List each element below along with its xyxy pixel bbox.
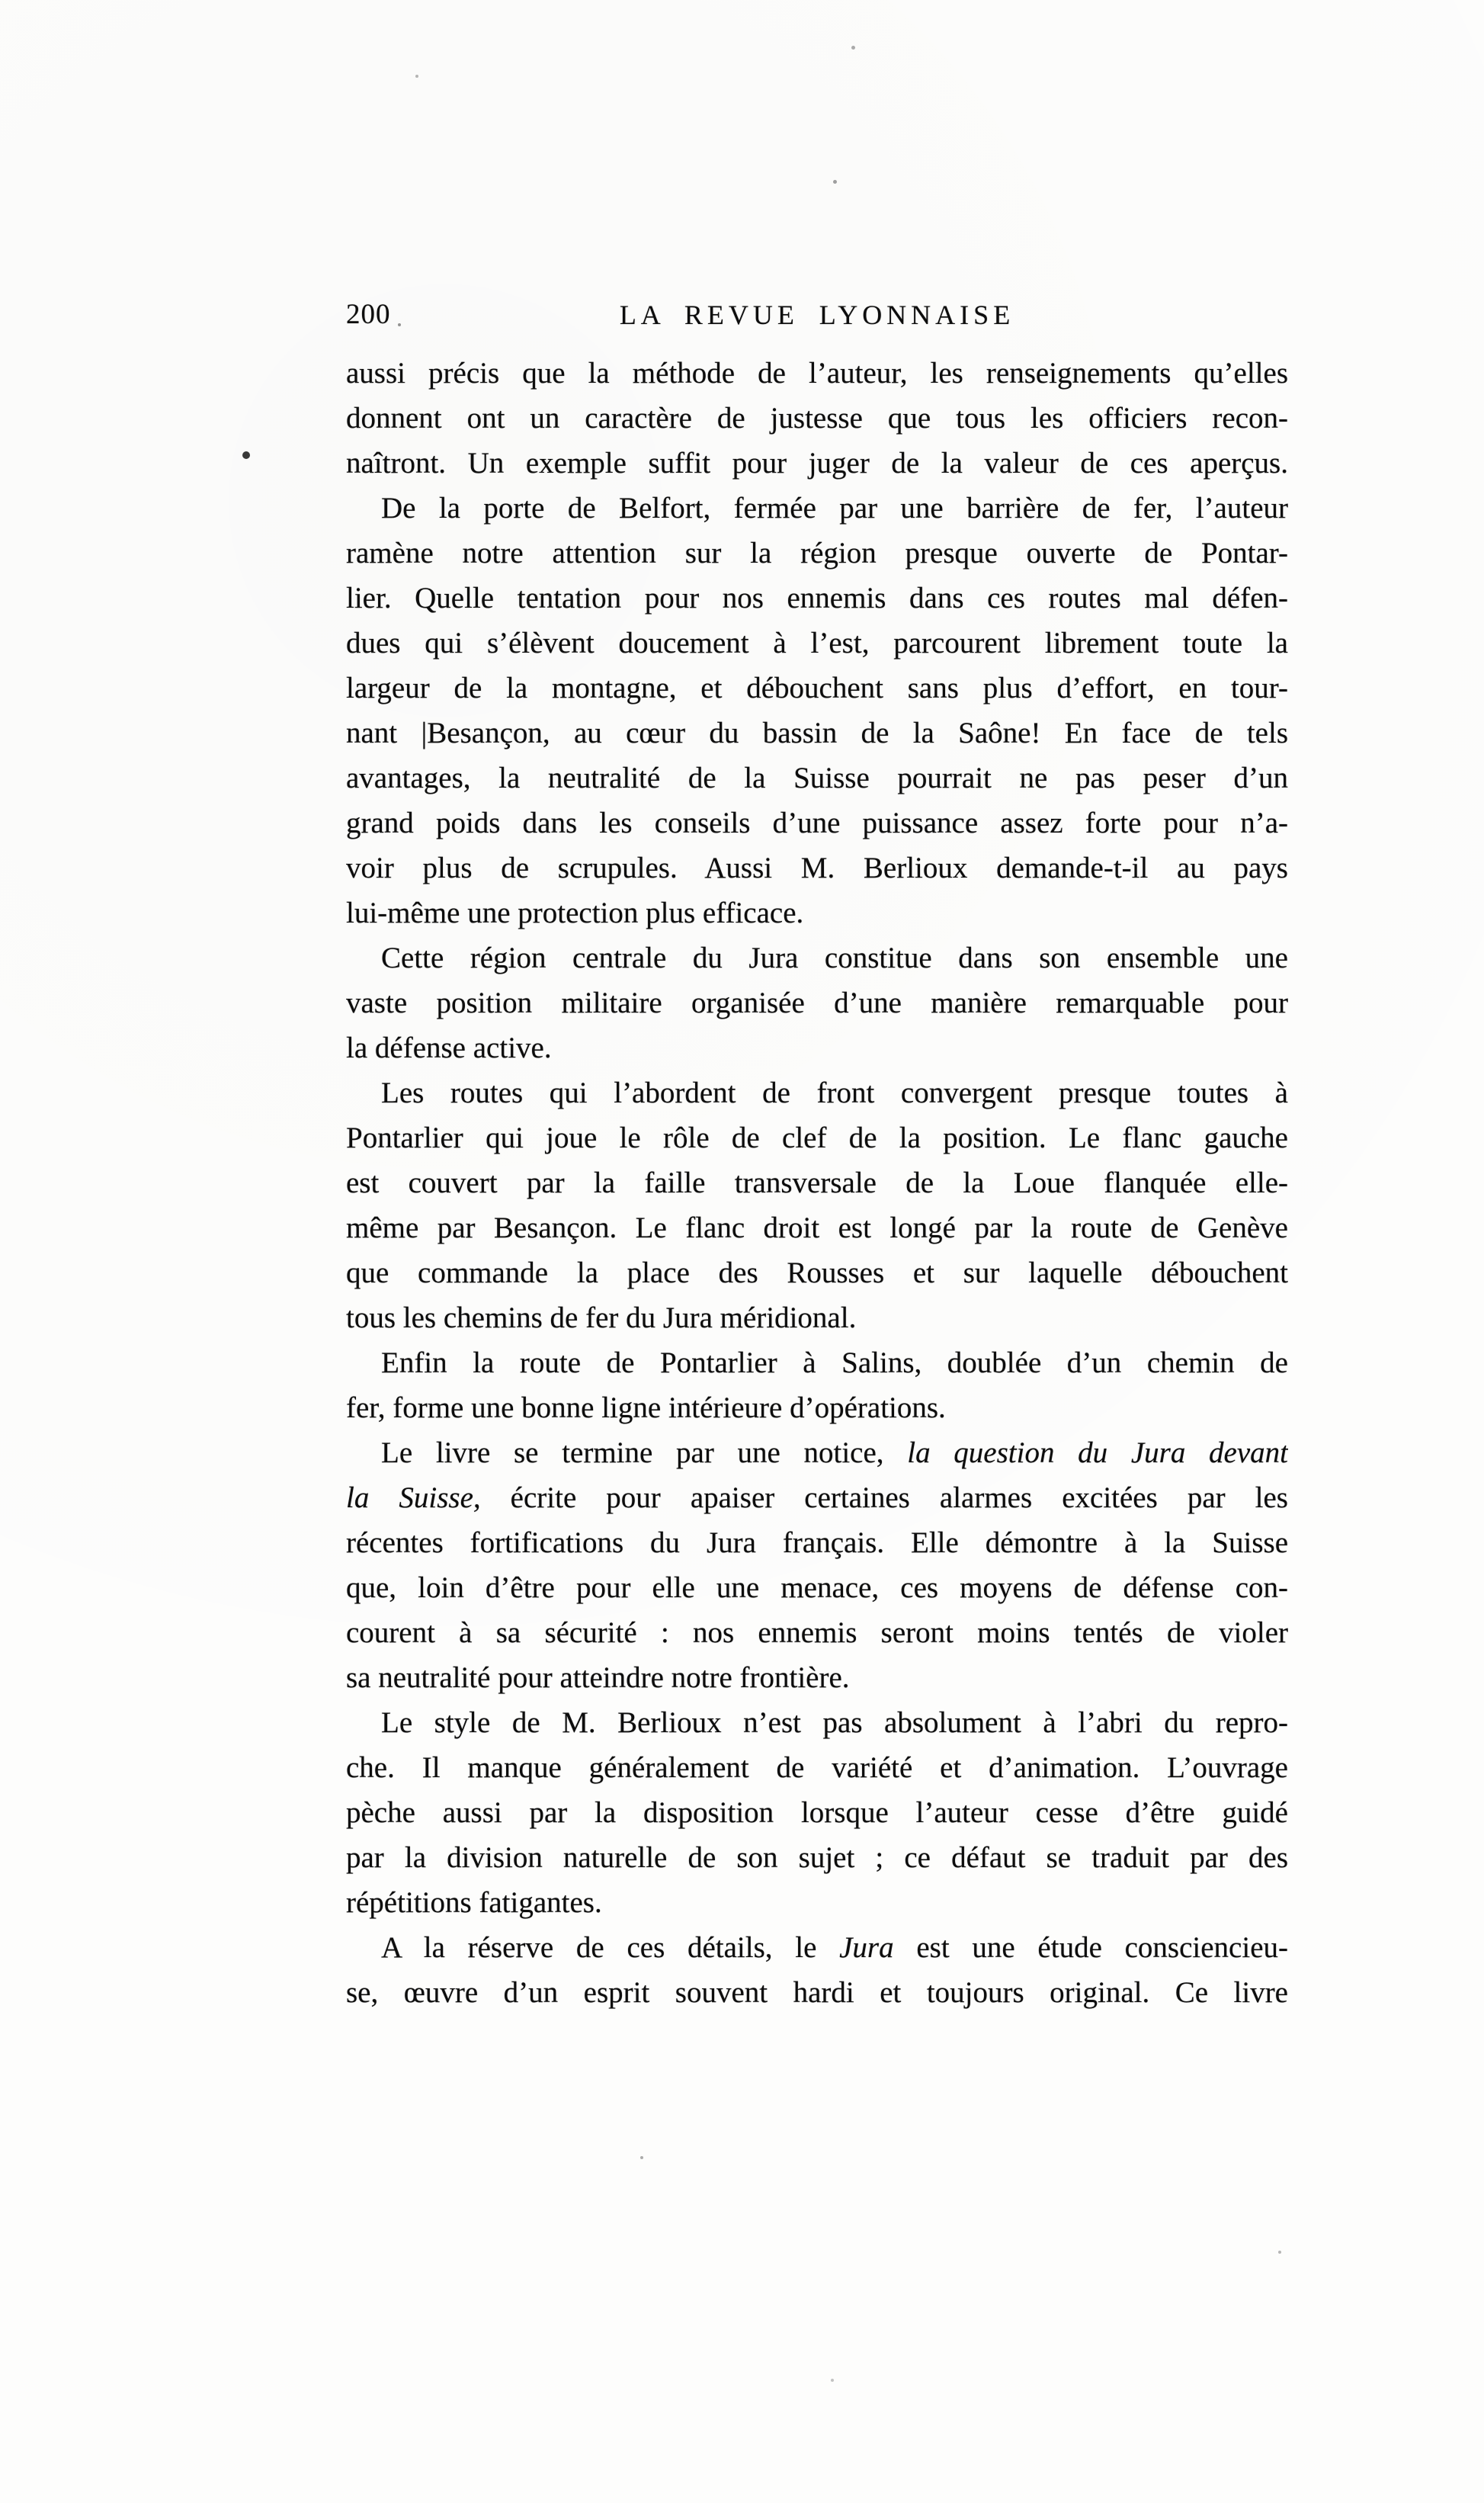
- text-segment: Les routes qui l’abordent de front convergent presque toutes à: [381, 1077, 1288, 1109]
- text-line: [346, 621, 1288, 666]
- paragraph: [346, 935, 1288, 1070]
- page-header: [346, 296, 1288, 334]
- page-number: 200: [346, 299, 391, 330]
- text-line: [346, 1610, 1288, 1655]
- text-line: [346, 1430, 1288, 1475]
- text-segment: ramène notre attention sur la région presque ouverte de Pontar-: [346, 537, 1288, 570]
- journal-title: LA REVUE LYONNAISE: [619, 300, 1015, 330]
- scan-speck: [398, 323, 401, 326]
- text-segment: Cette région centrale du Jura constitue dans son ensemble une: [381, 942, 1288, 974]
- text-line: [346, 486, 1288, 531]
- scan-speck: [415, 75, 418, 78]
- text-segment: tous les chemins de fer du Jura méridional.: [346, 1301, 857, 1334]
- text-line: [346, 1880, 1288, 1925]
- text-line: [346, 1340, 1288, 1385]
- text-line: [346, 1160, 1288, 1205]
- paragraph: [346, 351, 1288, 486]
- text-segment: se, œuvre d’un esprit souvent hardi et toujours original. Ce livre: [346, 1976, 1288, 2009]
- text-line: [346, 1790, 1288, 1835]
- text-line: [346, 666, 1288, 711]
- text-line: [346, 1565, 1288, 1610]
- text-segment: Pontarlier qui joue le rôle de clef de la position. Le flanc gauche: [346, 1122, 1288, 1154]
- text-line: [346, 980, 1288, 1025]
- text-segment: Le style de M. Berlioux n’est pas absolument à l’abri du repro-: [381, 1706, 1288, 1739]
- text-segment: aussi précis que la méthode de l’auteur, les renseignements qu’elles: [346, 357, 1288, 390]
- text-segment: est une étude consciencieu-: [893, 1931, 1288, 1964]
- text-segment: grand poids dans les conseils d’une puissance assez forte pour n’a-: [346, 807, 1288, 839]
- text-line: [346, 1925, 1288, 1970]
- scan-speck: [242, 451, 250, 459]
- text-segment: par la division naturelle de son sujet ; ce défaut se traduit par des: [346, 1841, 1288, 1874]
- text-line: [346, 1835, 1288, 1880]
- text-line: [346, 1700, 1288, 1745]
- text-line: [346, 890, 1288, 935]
- text-line: [346, 531, 1288, 576]
- text-line: [346, 1250, 1288, 1295]
- text-segment: est couvert par la faille transversale de la Loue flanquée elle-: [346, 1166, 1288, 1199]
- text-segment: donnent ont un caractère de justesse que tous les officiers recon-: [346, 402, 1288, 435]
- paragraph: [346, 1925, 1288, 2015]
- text-line: [346, 756, 1288, 801]
- page-content: [346, 296, 1288, 2015]
- text-segment: écrite pour apaiser certaines alarmes excitées par les: [480, 1481, 1288, 1514]
- text-line: [346, 711, 1288, 756]
- text-segment: Enfin la route de Pontarlier à Salins, doublée d’un chemin de: [381, 1346, 1288, 1379]
- text-line: [346, 1070, 1288, 1115]
- text-segment: que, loin d’être pour elle une menace, ces moyens de défense con-: [346, 1571, 1288, 1604]
- text-line: [346, 935, 1288, 980]
- text-line: [346, 1205, 1288, 1250]
- text-line: [346, 576, 1288, 621]
- text-segment: répétitions fatigantes.: [346, 1886, 602, 1919]
- paragraph: [346, 1070, 1288, 1340]
- text-segment: che. Il manque généralement de variété et d’animation. L’ouvrage: [346, 1751, 1288, 1784]
- scan-speck: [851, 46, 855, 50]
- text-segment: naîtront. Un exemple suffit pour juger de la valeur de ces aperçus.: [346, 447, 1288, 480]
- scan-speck: [1278, 2251, 1281, 2254]
- text-segment: lui-même une protection plus efficace.: [346, 897, 804, 929]
- text-segment: nant |Besançon, au cœur du bassin de la Saône! En face de tels: [346, 717, 1288, 749]
- italic-text-segment: la Suisse,: [346, 1481, 481, 1514]
- italic-text-segment: la question du Jura devant: [907, 1436, 1288, 1469]
- text-segment: A la réserve de ces détails, le: [381, 1931, 840, 1964]
- text-line: [346, 801, 1288, 846]
- text-line: [346, 351, 1288, 396]
- text-line: [346, 1295, 1288, 1340]
- text-segment: largeur de la montagne, et débouchent sans plus d’effort, en tour-: [346, 672, 1288, 704]
- text-line: [346, 1115, 1288, 1160]
- text-segment: la défense active.: [346, 1032, 552, 1064]
- text-line: [346, 1655, 1288, 1700]
- text-block: [346, 351, 1288, 2015]
- text-line: [346, 846, 1288, 890]
- text-line: [346, 1025, 1288, 1070]
- text-segment: voir plus de scrupules. Aussi M. Berlioux demande-t-il au pays: [346, 852, 1288, 884]
- text-segment: vaste position militaire organisée d’une manière remarquable pour: [346, 987, 1288, 1019]
- scan-speck: [640, 2156, 643, 2159]
- paragraph: [346, 486, 1288, 935]
- text-segment: Le livre se termine par une notice,: [381, 1436, 908, 1469]
- text-segment: récentes fortifications du Jura français. Elle démontre à la Suisse: [346, 1526, 1288, 1559]
- italic-text-segment: Jura: [839, 1931, 894, 1964]
- text-segment: dues qui s’élèvent doucement à l’est, parcourent librement toute la: [346, 627, 1288, 659]
- scan-speck: [831, 2379, 834, 2382]
- text-segment: courent à sa sécurité : nos ennemis seront moins tentés de violer: [346, 1616, 1288, 1649]
- paragraph: [346, 1700, 1288, 1925]
- text-segment: sa neutralité pour atteindre notre frontière.: [346, 1661, 850, 1694]
- text-segment: avantages, la neutralité de la Suisse pourrait ne pas peser d’un: [346, 762, 1288, 794]
- text-segment: lier. Quelle tentation pour nos ennemis dans ces routes mal défen-: [346, 582, 1288, 615]
- text-segment: même par Besançon. Le flanc droit est longé par la route de Genève: [346, 1211, 1288, 1244]
- text-line: [346, 1520, 1288, 1565]
- text-segment: fer, forme une bonne ligne intérieure d’opérations.: [346, 1391, 946, 1424]
- text-line: [346, 441, 1288, 486]
- text-line: [346, 1475, 1288, 1520]
- text-line: [346, 396, 1288, 441]
- scan-speck: [833, 180, 837, 184]
- text-line: [346, 1970, 1288, 2015]
- paragraph: [346, 1340, 1288, 1430]
- text-segment: que commande la place des Rousses et sur laquelle débouchent: [346, 1256, 1288, 1289]
- paragraph: [346, 1430, 1288, 1700]
- text-segment: De la porte de Belfort, fermée par une barrière de fer, l’auteur: [381, 492, 1288, 525]
- text-line: [346, 1745, 1288, 1790]
- text-line: [346, 1385, 1288, 1430]
- text-segment: pèche aussi par la disposition lorsque l’auteur cesse d’être guidé: [346, 1796, 1288, 1829]
